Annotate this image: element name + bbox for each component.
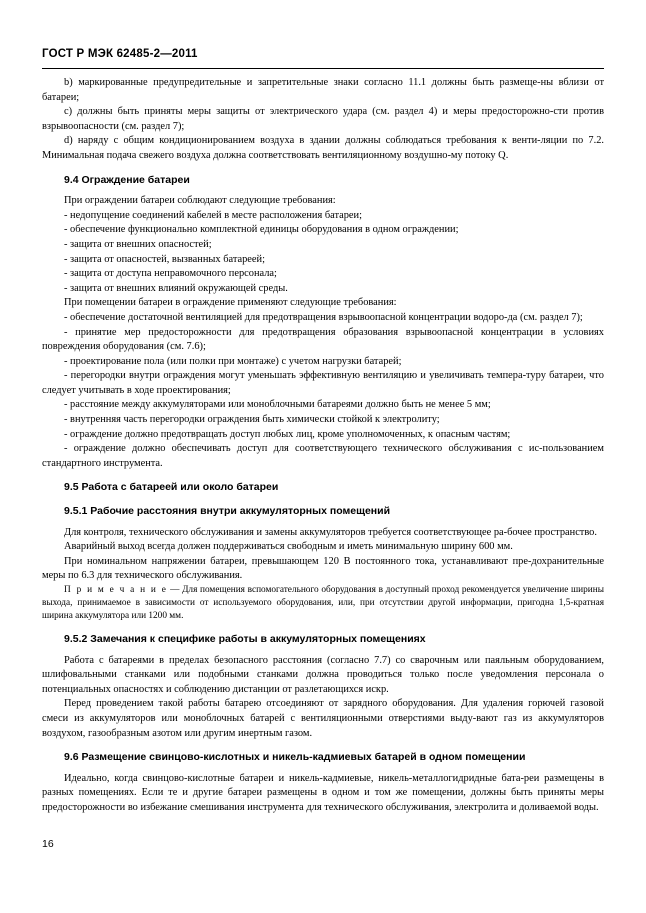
- section-heading: 9.5 Работа с батареей или около батареи: [64, 481, 279, 494]
- body-paragraph: d) наряду с общим кондиционированием воздуха в здании должны соблюдаться требования к венти-ляции по 7.2. Минимальная подача свежего воздуха должна соответствовать вентиляционному воздушно-му потоку Q.: [42, 135, 604, 161]
- section-heading: 9.5.1 Рабочие расстояния внутри аккумуляторных помещений: [64, 505, 391, 518]
- note-text: — Для помещения вспомогательного оборудования в доступный проход рекомендуется увеличение ширины выхода, принимаемое в зависимости от используемого оборудования, или, при отсутствии другой информации, пригодна 1,5-кратная ширина аккумулятора или 1200 мм.: [42, 585, 604, 621]
- section-heading: 9.6 Размещение свинцово-кислотных и никель-кадмиевых батарей в одном помещении: [64, 751, 526, 764]
- body-paragraph: - защита от доступа неправомочного персонала;: [64, 268, 277, 280]
- body-paragraph: - обеспечение функционально комплектной единицы оборудования в одном ограждении;: [64, 224, 459, 236]
- body-paragraph: c) должны быть приняты меры защиты от электрического удара (см. раздел 4) и меры предосторожно-сти против взрывоопасности (см. раздел 7);: [42, 106, 604, 132]
- body-paragraph: Перед проведением такой работы батарею отсоединяют от зарядного оборудования. Для удаления горючей газовой смеси из аккумуляторов или моноблочных батарей с вентиляционными отверстиями выду-вают газ из аккумуляторов воздухом, газообразным азотом или другим инертным газом.: [42, 698, 604, 739]
- body-paragraph: - защита от внешних влияний окружающей среды.: [64, 282, 288, 294]
- body-paragraph: При номинальном напряжении батареи, превышающем 120 В постоянного тока, устанавливают пре-дохранительные меры по 6.3 для технического обслуживания.: [42, 555, 604, 582]
- body-paragraph: - перегородки внутри ограждения могут уменьшать эффективную вентиляцию и увеличивать темпера-туру батареи, что следует учитывать в ходе проектирования;: [42, 370, 604, 396]
- document-header: ГОСТ Р МЭК 62485-2—2011: [42, 48, 198, 60]
- body-paragraph: - защита от внешних опасностей;: [64, 238, 212, 250]
- header-divider: [42, 68, 604, 69]
- body-paragraph: - расстояние между аккумуляторами или моноблочными батареями должно быть не менее 5 мм;: [64, 399, 491, 411]
- body-paragraph: - защита от опасностей, вызванных батареей;: [64, 253, 265, 265]
- body-paragraph: - обеспечение достаточной вентиляцией для предотвращения взрывоопасной концентрации водоро-да (см. раздел 7);: [64, 311, 583, 323]
- body-paragraph: Для контроля, технического обслуживания и замены аккумуляторов требуется соответствующее ра-бочее пространство.: [64, 526, 597, 538]
- body-paragraph: - недопущение соединений кабелей в месте расположения батареи;: [64, 209, 362, 221]
- body-paragraph: - ограждение должно предотвращать доступ любых лиц, кроме уполномоченных, к опасным частям;: [64, 428, 511, 440]
- note-label: П р и м е ч а н и е: [64, 585, 168, 595]
- page-number: 16: [42, 838, 54, 850]
- body-paragraph: Аварийный выход всегда должен поддерживаться свободным и иметь минимальную ширину 600 мм.: [64, 541, 513, 553]
- section-heading: 9.4 Ограждение батареи: [64, 173, 190, 186]
- body-paragraph: b) маркированные предупредительные и запретительные знаки согласно 11.1 должны быть размеще-ны вблизи от батареи;: [42, 77, 604, 103]
- body-paragraph: - внутренняя часть перегородки ограждения быть химически стойкой к электролиту;: [64, 414, 440, 426]
- note-paragraph: [42, 584, 604, 623]
- body-paragraph: - проектирование пола (или полки при монтаже) с учетом нагрузки батарей;: [64, 355, 402, 367]
- body-paragraph: - принятие мер предосторожности для предотвращения образования взрывоопасной концентрации в условиях повреждения оборудования (см. 7.6);: [42, 326, 604, 353]
- body-paragraph: Идеально, когда свинцово-кислотные батареи и никель-кадмиевые, никель-металлогидридные бата-реи размещены в разных помещениях. Если те и другие батареи размещены в одном и том же помещении, должны быть приняты меры предосторожности во избежание смешивания инструмента для технического обслуживания, электролита и доливаемой воды.: [42, 772, 604, 813]
- section-heading: 9.5.2 Замечания к специфике работы в аккумуляторных помещениях: [64, 633, 426, 645]
- body-paragraph: Работа с батареями в пределах безопасного расстояния (согласно 7.7) со сварочным или паяльным оборудованием, шлифовальными станками или подобными станками должна проводиться только после уведомления персонала о потенциальных опасностях и соблюдению дистанции от разлетающихся искр.: [42, 654, 604, 695]
- body-paragraph: - ограждение должно обеспечивать доступ для соответствующего технического обслуживания с ис-пользованием стандартного инструмента.: [42, 443, 604, 469]
- body-paragraph: При помещении батареи в ограждение применяют следующие требования:: [64, 297, 397, 309]
- document-body: [42, 76, 604, 816]
- body-paragraph: При ограждении батареи соблюдают следующие требования:: [64, 195, 336, 207]
